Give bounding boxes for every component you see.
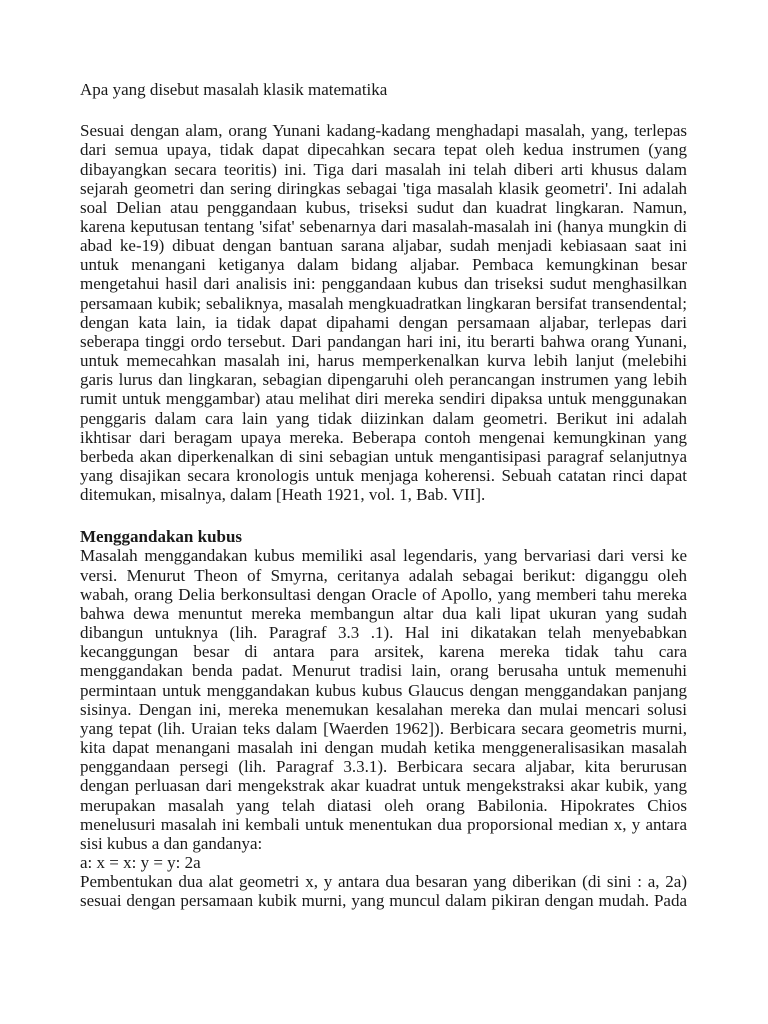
paragraph-line: Pembentukan dua alat geometri x, y antara dua besaran yang diberikan (di sini : a, 2a) [80,872,687,892]
page-title: Apa yang disebut masalah klasik matematika [80,80,388,99]
intro-line: Sesuai dengan alam, orang Yunani kadang-kadang menghadapi masalah, yang, terlepas [80,121,687,141]
intro-line: yang disajikan secara kronologis untuk menjaga koherensi. Sebuah catatan rinci dapat [80,466,687,485]
intro-line: seberapa tinggi ordo tersebut. Dari pandangan hari ini, itu berarti bahwa orang Yunani, [80,331,687,351]
document-page [80,80,687,910]
paragraph-line: kecanggungan besar di antara para arsitek, karena mereka tidak tahu cara [80,642,687,662]
paragraph-line: merupakan masalah yang telah diatasi oleh orang Babilonia. Hipokrates Chios [80,795,687,815]
paragraph-line: dibangun untuknya (lih. Paragraf 3.3 .1). Hal ini dikatakan telah menyebabkan [80,623,687,643]
intro-line: dari semua upaya, tidak dapat dipecahkan secara tepat oleh kedua instrumen (yang [80,140,687,160]
paragraph-line: dengan perluasan dari mengekstrak akar kuadrat untuk mengekstraksi akar kubik, yang [80,776,687,796]
intro-line: penggaris dalam cara lain yang tidak diizinkan dalam geometri. Berikut ini adalah [80,408,687,428]
section-paragraph [80,546,687,853]
paragraph-line: kita dapat menangani masalah ini dengan mudah ketika menggeneralisasikan masalah [80,738,687,758]
section-paragraph [80,872,687,910]
intro-line: dibayangkan secara teoritis) ini. Tiga dari masalah ini telah diberi arti khusus dalam [80,159,687,179]
paragraph-line: menggandakan benda padat. Menurut tradisi lain, orang berusaha untuk memenuhi [80,661,687,681]
intro-paragraph [80,121,687,504]
intro-line: dengan kata lain, ia tidak dapat dipahami dengan persamaan aljabar, terlepas dari [80,312,687,332]
paragraph-line: sisinya. Dengan ini, mereka menemukan kesalahan mereka dan mulai mencari solusi [80,699,687,719]
paragraph-line: wabah, orang Delia berkonsultasi dengan Oracle of Apollo, yang memberi tahu mereka [80,584,687,604]
section-heading: Menggandakan kubus [80,527,243,547]
intro-line: ikhtisar dari beragam upaya mereka. Beberapa contoh mengenai kemungkinan yang [80,427,687,447]
intro-line: rumit untuk menggambar) atau melihat diri mereka sendiri dipaksa untuk menggunakan [80,389,687,409]
intro-line: abad ke-19) dibuat dengan bantuan sarana aljabar, sudah menjadi kebiasaan saat ini [80,236,687,256]
paragraph-line: versi. Menurut Theon of Smyrna, ceritanya adalah sebagai berikut: diganggu oleh [80,565,687,585]
intro-line: garis lurus dan lingkaran, sebagian dipengaruhi oleh perancangan instrumen yang lebih [80,370,687,390]
paragraph-line: yang tepat (lih. Uraian teks dalam [Waerden 1962]). Berbicara secara geometris murni, [80,718,687,738]
intro-line: berbeda akan diperkenalkan di sini sebagian untuk mengantisipasi paragraf selanjutnya [80,446,687,466]
intro-line: persamaan kubik; sebaliknya, masalah mengkuadratkan lingkaran bersifat transendental; [80,293,687,313]
paragraph-line: bahwa dewa menuntut mereka membangun altar dua kali lipat ukuran yang sudah [80,603,687,623]
intro-line: untuk menangani ketiganya dalam bidang aljabar. Pembaca kemungkinan besar [80,255,687,275]
intro-line: untuk memecahkan masalah ini, harus memperkenalkan kurva lebih lanjut (melebihi [80,351,687,371]
paragraph-line: penggandaan persegi (lih. Paragraf 3.3.1). Berbicara secara aljabar, kita berurusan [80,757,687,777]
formula: a: x = x: y = y: 2a [80,852,201,872]
paragraph-line: sisi kubus a dan gandanya: [80,833,263,853]
paragraph-line: menelusuri masalah ini kembali untuk menentukan dua proporsional median x, y antara [80,814,687,834]
intro-line: sejarah geometri dan sering diringkas sebagai 'tiga masalah klasik geometri'. Ini adalah [80,178,687,198]
intro-line: mengetahui hasil dari analisis ini: penggandaan kubus dan triseksi sudut menghasilkan [80,274,687,294]
intro-line: ditemukan, misalnya, dalam [Heath 1921, vol. 1, Bab. VII]. [80,485,486,505]
paragraph-line: sesuai dengan persamaan kubik murni, yang muncul dalam pikiran dengan mudah. Pada [80,891,687,911]
paragraph-line: permintaan untuk menggandakan kubus kubus Glaucus dengan menggandakan panjang [80,680,687,700]
paragraph-line: Masalah menggandakan kubus memiliki asal legendaris, yang bervariasi dari versi ke [80,546,687,566]
intro-line: soal Delian atau penggandaan kubus, triseksi sudut dan kuadrat lingkaran. Namun, [80,197,687,217]
intro-line: karena keputusan tentang 'sifat' sebenarnya dari masalah-masalah ini (hanya mungkin di [80,216,687,236]
